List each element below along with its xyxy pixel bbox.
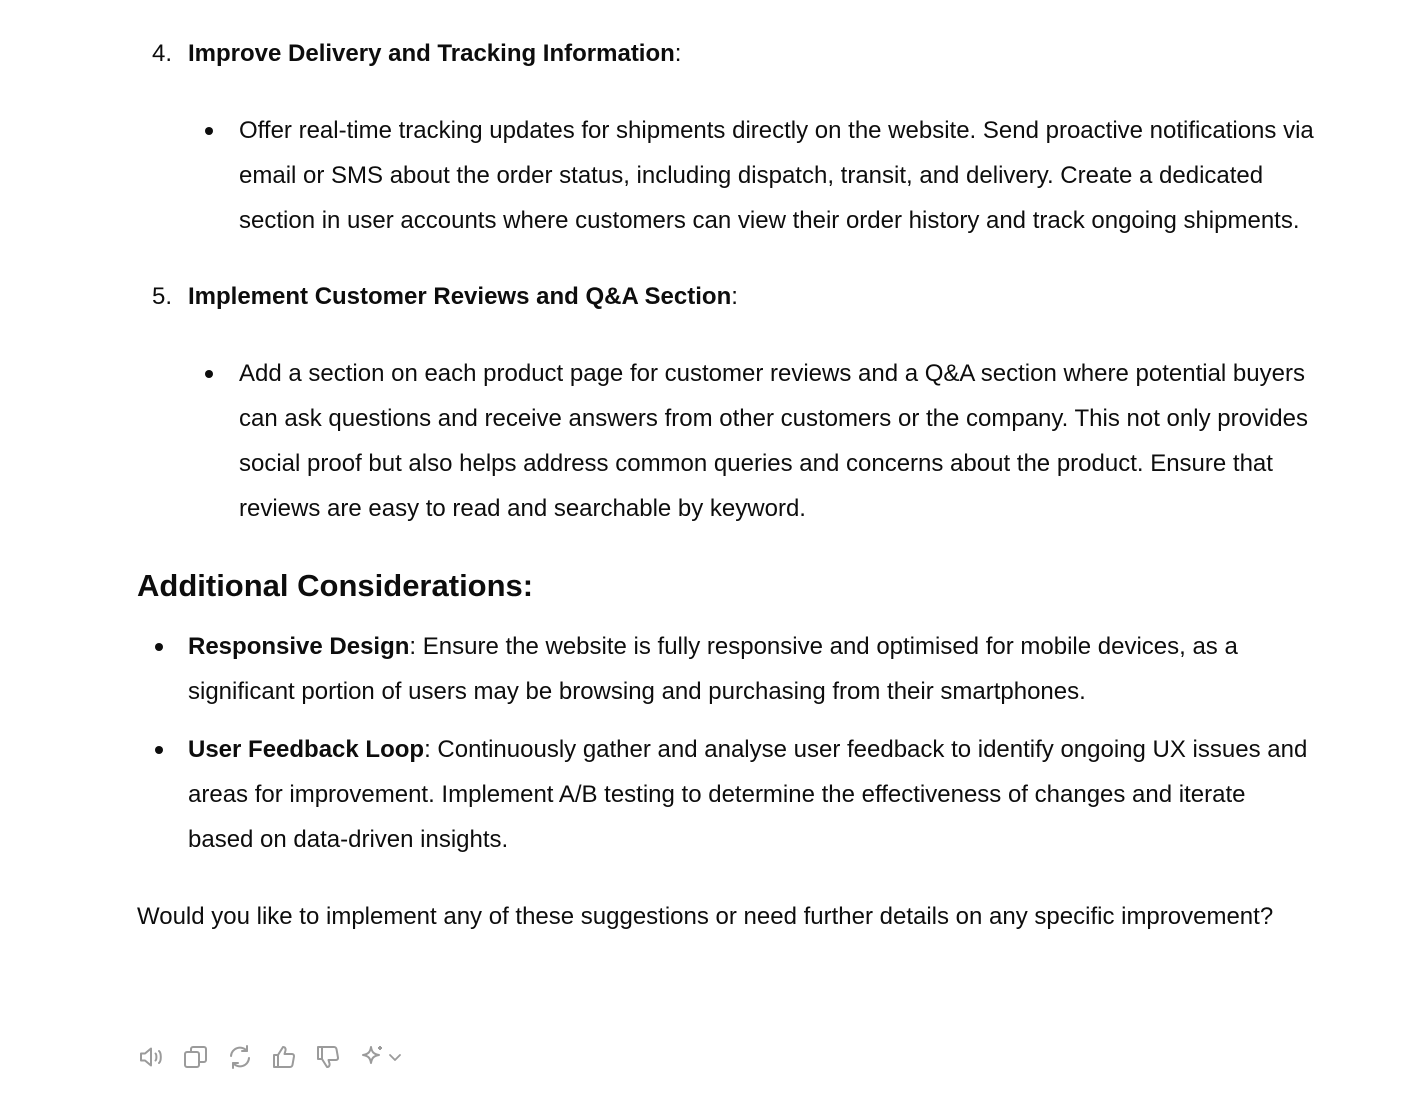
section-heading: Additional Considerations:: [137, 568, 534, 603]
speaker-icon: [138, 1043, 166, 1071]
chevron-down-icon: [387, 1049, 403, 1065]
consideration-title: User Feedback Loop: [188, 736, 425, 763]
copy-icon: [182, 1043, 210, 1071]
consideration-item: [137, 727, 1317, 862]
consideration-item: [137, 624, 1317, 714]
bullet-dot: [205, 370, 213, 378]
consideration-text: : Ensure the website is fully responsive and optimised for mobile devices, as a significant portion of users may be browsing and purchasing from their smartphones.: [188, 633, 1238, 705]
consideration-title: Responsive Design: [188, 633, 410, 660]
item-detail: Add a section on each product page for customer reviews and a Q&A section where potential buyers can ask questions and receive answers from other customers or the company. This not only provides social proof but also helps address common queries and concerns about the product. Ensure that reviews are easy to read and searchable by keyword.: [239, 360, 1308, 522]
sub-bullet-item: [137, 108, 1317, 243]
thumbs-down-button[interactable]: [313, 1042, 343, 1072]
model-switch-button[interactable]: [357, 1042, 405, 1072]
item-colon: :: [674, 40, 682, 67]
regenerate-icon: [226, 1043, 254, 1071]
read-aloud-button[interactable]: [137, 1042, 167, 1072]
thumbs-up-icon: [270, 1043, 298, 1071]
item-colon: :: [731, 283, 738, 310]
consideration-text: : Continuously gather and analyse user feedback to identify ongoing UX issues and areas for improvement. Implement A/B testing to determine the effectiveness of changes and iterate based on data-driven insights.: [188, 736, 1308, 853]
item-title: Improve Delivery and Tracking Information: [188, 40, 675, 67]
message-actions-toolbar: [137, 1042, 419, 1072]
sparkle-icon: [359, 1043, 387, 1071]
regenerate-button[interactable]: [225, 1042, 255, 1072]
item-number: 5.: [152, 283, 173, 310]
bullet-dot: [155, 643, 163, 651]
closing-question: Would you like to implement any of these suggestions or need further details on any specific improvement?: [137, 903, 1274, 930]
item-detail: Offer real-time tracking updates for shipments directly on the website. Send proactive notifications via email or SMS about the order status, including dispatch, transit, and delivery. Create a dedicated section in user accounts where customers can view their order history and track ongoing shipments.: [239, 117, 1314, 234]
copy-button[interactable]: [181, 1042, 211, 1072]
assistant-message: [137, 0, 1317, 939]
item-title: Implement Customer Reviews and Q&A Section: [188, 283, 732, 310]
thumbs-down-icon: [314, 1043, 342, 1071]
numbered-item-5: [137, 274, 1317, 319]
item-number: 4.: [152, 40, 173, 67]
numbered-item-4: [137, 31, 1317, 76]
bullet-dot: [155, 746, 163, 754]
sub-bullet-item: [137, 351, 1317, 531]
thumbs-up-button[interactable]: [269, 1042, 299, 1072]
bullet-dot: [205, 127, 213, 135]
